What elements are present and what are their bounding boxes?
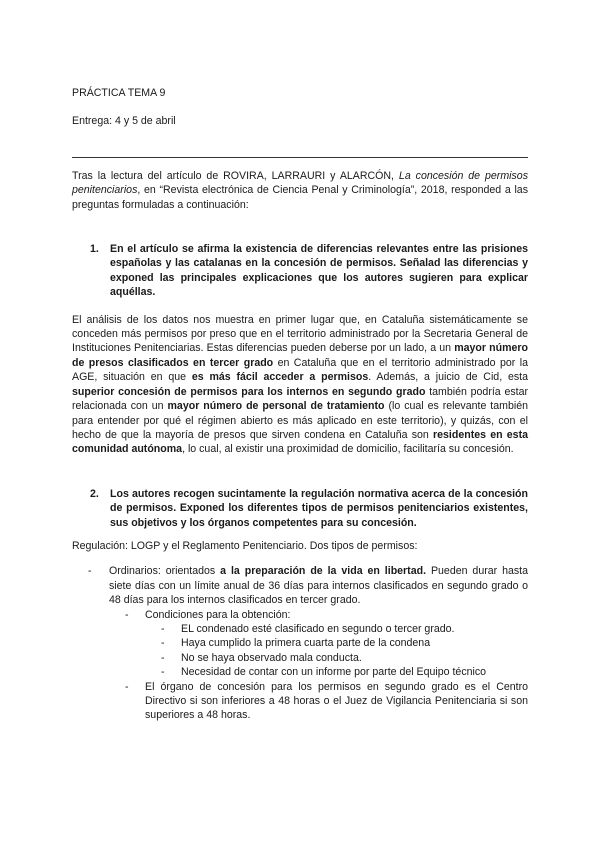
intro-text-a: Tras la lectura del artículo de ROVIRA, LARRAURI y ALARCÓN, — [72, 169, 399, 182]
permits-list — [72, 564, 528, 722]
ordinary-text: Pueden durar hasta siete días con un límite anual de 36 días para internos clasificados en segundo grado o 48 días para los internos clasificados en tercer grado. — [109, 565, 529, 607]
sublist — [109, 608, 528, 723]
conditions-label: Condiciones para la obtención: — [145, 608, 291, 621]
question-1-text: En el artículo se afirma la existencia de diferencias relevantes entre las prisiones españolas y las catalanas en la concesión de permisos. Señalad las diferencias y exponed las principales explicaciones que los autores sugieren para explicar aquéllas. — [110, 243, 528, 299]
bullet-dash: - — [161, 651, 165, 664]
answer-1-bold: mayor número de personal de tratamiento — [167, 400, 385, 413]
granting-body-text: El órgano de concesión para los permisos en segundo grado es el Centro Directivo si son inferiores a 48 horas o el Juez de Vigilancia Penitenciaria si son superiores a 48 horas. — [145, 680, 528, 722]
answer-1-text: en Cataluña que en el territorio administrado por la AGE, situación en que — [72, 356, 528, 384]
question-2-text: Los autores recogen sucintamente la regulación normativa acerca de la concesión de permisos. Exponed los diferentes tipos de permisos penitenciarios existentes, sus objetivos y los órganos competentes para su concesión. — [110, 487, 528, 529]
bullet-dash: - — [161, 622, 165, 635]
document-page — [72, 86, 528, 723]
bullet-dash: - — [161, 637, 165, 650]
article-title: La concesión de permisos penitenciarios — [72, 169, 528, 197]
question-2 — [72, 487, 528, 530]
answer-1-bold: residentes en esta comunidad autónoma — [72, 428, 528, 456]
question-1-number: 1. — [90, 243, 99, 256]
answer-1-bold: superior concesión de permisos para los internos en segundo grado — [72, 385, 426, 398]
conditions-list — [145, 622, 528, 680]
list-item — [145, 651, 528, 665]
ordinary-permits — [109, 564, 528, 722]
bullet-dash: - — [125, 608, 129, 621]
condition-text: No se haya observado mala conducta. — [181, 651, 362, 664]
bullet-dash: - — [161, 666, 165, 679]
answer-1-text: . Además, a juicio de Cid, esta — [368, 371, 528, 384]
answer-1-text: , lo cual, al existir una proximidad de domicilio, facilitaría su concesión. — [182, 443, 514, 456]
condition-text: Haya cumplido la primera cuarta parte de la condena — [181, 637, 431, 650]
list-item — [145, 665, 528, 679]
list-item — [145, 636, 528, 650]
list-item — [145, 622, 528, 636]
divider-line — [72, 157, 528, 158]
intro-paragraph — [72, 169, 528, 212]
answer-1-bold: mayor número de presos clasificados en tercer grado — [72, 342, 528, 369]
delivery-date: Entrega: 4 y 5 de abril — [72, 115, 176, 128]
list-item — [72, 564, 528, 722]
bullet-dash: - — [125, 680, 129, 693]
answer-1-bold: es más fácil acceder a permisos — [191, 371, 369, 384]
conditions-block — [145, 608, 528, 680]
bullet-dash: - — [88, 565, 92, 578]
answer-1-paragraph — [72, 313, 528, 457]
answer-1-text: también podría estar relacionada con un — [72, 385, 528, 413]
list-item — [109, 680, 528, 723]
intro-text-b: , en “Revista electrónica de Ciencia Penal y Criminología”, 2018, responded a las preguntas formuladas a continuación: — [72, 184, 528, 211]
ordinary-bold: a la preparación de la vida en libertad. — [220, 565, 427, 578]
list-item — [109, 608, 528, 680]
condition-text: EL condenado esté clasificado en segundo o tercer grado. — [181, 622, 455, 635]
regulation-line: Regulación: LOGP y el Reglamento Penitenciario. Dos tipos de permisos: — [72, 539, 418, 552]
ordinary-text: Ordinarios: orientados — [109, 565, 221, 578]
answer-1-text: El análisis de los datos nos muestra en primer lugar que, en Cataluña sistemáticamente se conceden más permisos por preso que en el territorio administrado por la Secretaria General de Instituciones Penitenciarias. Estas diferencias pueden deberse por un lado, a un — [72, 313, 528, 355]
answer-1-text: (lo cual es relevante también para entender por qué el régimen abierto es más aplicado en este territorio), y quizás, con el hecho de que la mayoría de presos que sirven condena en Cataluña son — [72, 400, 528, 441]
question-1 — [72, 242, 528, 300]
document-title: PRÁCTICA TEMA 9 — [72, 87, 166, 99]
condition-text: Necesidad de contar con un informe por parte del Equipo técnico — [181, 666, 487, 679]
question-2-number: 2. — [90, 487, 99, 500]
